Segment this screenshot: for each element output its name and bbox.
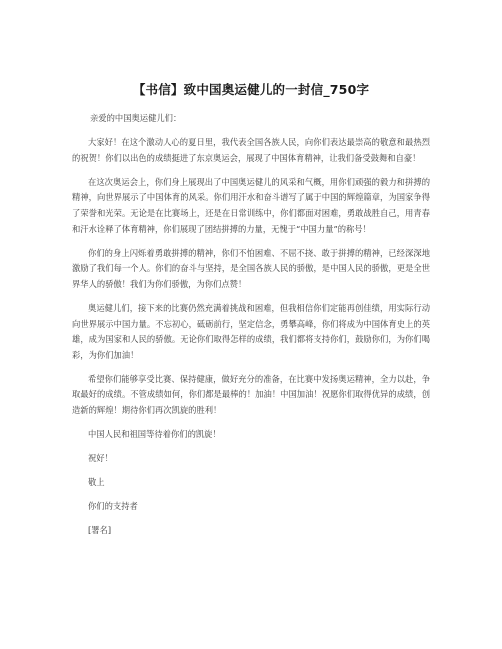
document-title: 【书信】致中国奥运健儿的一封信_750字 xyxy=(132,82,370,97)
signature-placeholder: [署名] xyxy=(88,525,112,536)
paragraph-5: 希望你们能够享受比赛、保持健康，做好充分的准备，在比赛中发扬奥运精神，全力以赴，争取最好的成绩。不管成绩如何，你们都是最棒的！加油！中国加油！祝愿你们取得优异的成绩，创造新的辉煌！期待你们再次凯旋的胜利！ xyxy=(72,373,430,415)
paragraph-4: 奥运健儿们，接下来的比赛仍然充满着挑战和困难，但我相信你们定能再创佳绩，用实际行动向世界展示中国力量。不忘初心，砥砺前行，坚定信念，勇攀高峰，你们将成为中国体育史上的英雄，成为国家和人民的骄傲。无论你们取得怎样的成绩，我们都将支持你们，鼓励你们，为你们喝彩，为你们加油！ xyxy=(72,302,430,360)
paragraph-3: 你们的身上闪烁着勇敢拼搏的精神，你们不怕困难、不屈不挠、敢于拼搏的精神，已经深深地激励了我们每一个人。你们的奋斗与坚持，是全国各族人民的骄傲，是中国人民的骄傲，更是全世界华人的骄傲！我们为你们骄傲，为你们点赞！ xyxy=(72,247,430,289)
greeting: 亲爱的中国奥运健儿们： xyxy=(90,113,182,123)
closing-wish: 祝好！ xyxy=(88,453,113,464)
closing-salute: 敬上 xyxy=(88,477,105,488)
closing-signoff: 你们的支持者 xyxy=(88,501,138,512)
paragraph-1: 大家好！在这个激动人心的夏日里，我代表全国各族人民，向你们表达最崇高的敬意和最热烈的祝贺！你们以出色的成绩挺进了东京奥运会，展现了中国体育精神，让我们备受鼓舞和自豪！ xyxy=(72,137,430,163)
paragraph-2: 在这次奥运会上，你们身上展现出了中国奥运健儿的风采和气概，用你们顽强的毅力和拼搏的精神，向世界展示了中国体育的风采。你们用汗水和奋斗谱写了属于中国的辉煌篇章，为国家争得了荣誉和光荣。无论是在比赛场上，还是在日常训练中，你们都面对困难，勇敢战胜自己，用青春和汗水诠释了体育精神，你们展现了团结拼搏的力量，无愧于“中国力量”的称号！ xyxy=(72,176,430,234)
paragraph-6: 中国人民和祖国等待着你们的凯旋！ xyxy=(88,429,221,440)
